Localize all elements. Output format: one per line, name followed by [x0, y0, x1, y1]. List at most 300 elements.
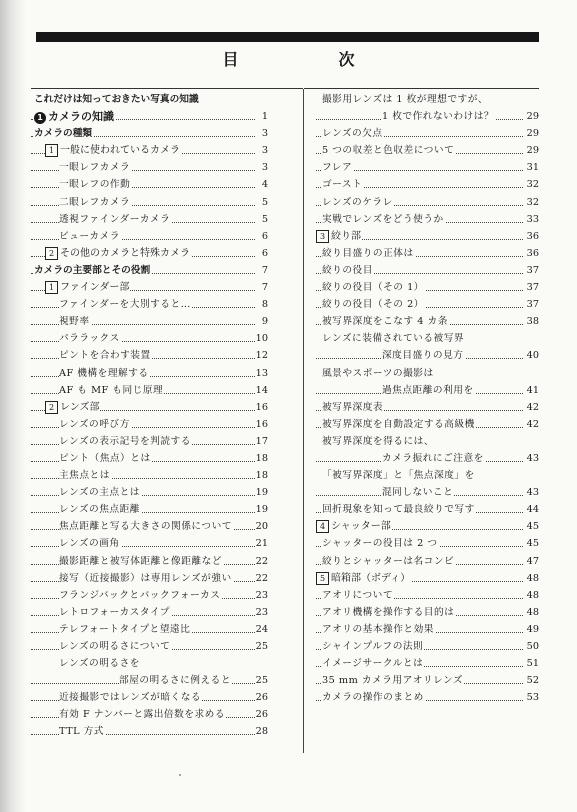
- toc-entry-title: [322, 535, 439, 552]
- chapter-number-badge: 1: [34, 112, 46, 124]
- toc-page-number: 16: [255, 401, 268, 413]
- toc-page-number: 20: [255, 521, 268, 533]
- toc-entry-text: 過焦点距離の利用を: [382, 384, 474, 396]
- toc-entry-title: [59, 211, 171, 228]
- toc-entry-text: ファインダー部: [60, 282, 130, 294]
- toc-entry-title: [322, 194, 394, 211]
- toc-page-number: 48: [526, 606, 539, 618]
- toc-page-number: 47: [526, 555, 539, 567]
- toc-entry-text: アオリについて: [322, 589, 394, 601]
- toc-entry: [316, 587, 539, 604]
- toc-entry: [31, 416, 271, 433]
- toc-entry-title: [59, 535, 121, 552]
- toc-entry-title: [322, 399, 384, 416]
- toc-page-number: 8: [261, 299, 268, 311]
- toc-entry: [316, 228, 539, 245]
- toc-entry: [31, 587, 271, 604]
- toc-entry-title: [59, 313, 91, 330]
- toc-page-number: 49: [526, 623, 539, 635]
- toc-page-number: 44: [526, 504, 539, 516]
- toc-entry: [31, 279, 271, 296]
- toc-page-number: 12: [255, 350, 268, 362]
- toc-entry-title: [59, 176, 131, 193]
- toc-entry-title: [59, 296, 192, 313]
- toc-entry-title: [322, 416, 476, 433]
- toc-entry: [316, 689, 539, 706]
- toc-entry-text: 一眼レフカメラ: [59, 162, 131, 174]
- toc-page-number: 19: [255, 487, 268, 499]
- toc-entry-text: 焦点距離と写る大きさの関係について: [59, 521, 232, 533]
- section-number-box: 4: [316, 520, 329, 533]
- toc-entry-text: 有効 F ナンバーと露出倍数を求める: [59, 709, 226, 721]
- toc-entry-title: [322, 91, 489, 108]
- toc-entry: [316, 655, 539, 672]
- toc-entry-text: 風景やスポーツの撮影は: [322, 367, 434, 379]
- toc-entry: [316, 159, 539, 176]
- toc-entry-title: [59, 433, 192, 450]
- page-title: 目 次: [222, 50, 397, 69]
- toc-entry-title: [59, 655, 141, 672]
- toc-entry-title: [59, 638, 171, 655]
- toc-entry-text: 被写界深度を自動設定する高級機: [322, 418, 475, 430]
- toc-entry-title: [59, 330, 121, 347]
- toc-entry-text: 「被写界深度」と「焦点深度」を: [322, 470, 475, 482]
- toc-entry-text: 被写界深度をこなす 4 カ条: [322, 316, 448, 328]
- toc-entry: [31, 689, 271, 706]
- toc-entry-text: シャインプルフの法則: [322, 641, 424, 652]
- toc-entry-text: 被写界深度を得るには、: [322, 435, 435, 447]
- toc-entry-text: シャッターの役目は 2 つ: [322, 538, 438, 550]
- toc-entry-title: [59, 228, 121, 245]
- toc-entry: [31, 484, 271, 501]
- toc-entry: [31, 723, 271, 740]
- toc-entry: [31, 125, 271, 142]
- toc-entry-title: [322, 655, 424, 672]
- toc-entry-title: [59, 450, 152, 467]
- toc-page-number: 32: [526, 179, 539, 191]
- toc-entry-title: [322, 604, 455, 621]
- toc-entry-title: [59, 604, 171, 621]
- toc-page-number: 29: [526, 145, 539, 157]
- toc-entry: [31, 501, 271, 518]
- toc-entry-text: レンズの欠点: [322, 128, 383, 140]
- toc-page-number: 4: [261, 179, 268, 191]
- toc-entry-text: シャッター部: [331, 521, 391, 533]
- toc-page-number: 25: [255, 675, 268, 687]
- toc-entry-title: [45, 279, 130, 296]
- toc-entry: [316, 313, 539, 330]
- toc-entry-title: [322, 467, 476, 484]
- toc-entry-title: [59, 706, 226, 723]
- toc-entry: [31, 296, 271, 313]
- toc-entry-title: [45, 399, 100, 416]
- toc-entry: [31, 553, 271, 570]
- toc-entry-text: 透視ファインダーカメラ: [59, 213, 171, 225]
- toc-entry-title: [322, 142, 455, 159]
- toc-entry-text: レンズに装備されている被写界: [322, 333, 465, 345]
- toc-entry-title: [322, 125, 384, 142]
- toc-page-number: 21: [255, 538, 268, 550]
- toc-page-number: 48: [526, 589, 539, 601]
- toc-entry-text: 1 枚で作れないわけは？: [382, 111, 495, 123]
- section-number-box: 2: [45, 247, 58, 260]
- toc-entry-title: [322, 689, 425, 706]
- toc-entry-text: 回折現象を知って最良絞りで写す: [322, 504, 475, 516]
- toc-entry-title: [382, 450, 485, 467]
- toc-entry-title: [322, 262, 374, 279]
- toc-entry-title: [59, 501, 141, 518]
- toc-entry-text: パララックス: [59, 333, 120, 345]
- toc-page-number: 52: [526, 675, 539, 687]
- toc-entry-text: 混同しないこと: [382, 487, 454, 499]
- toc-entry: [31, 433, 271, 450]
- toc-page-number: 3: [261, 128, 268, 140]
- toc-entry-text: 撮影距離と被写体距離と像距離など: [59, 555, 222, 567]
- paper-speck: [179, 774, 181, 776]
- toc-entry-title: [59, 621, 191, 638]
- toc-page-number: 24: [255, 623, 268, 635]
- toc-entry-title: [322, 211, 445, 228]
- toc-entry-title: [316, 570, 411, 587]
- toc-entry-title: [322, 672, 464, 689]
- toc-page-number: 51: [526, 658, 539, 670]
- toc-entry-title: [59, 365, 150, 382]
- toc-page-number: 16: [255, 418, 268, 430]
- toc-entry: [31, 313, 271, 330]
- toc-page-number: 22: [255, 555, 268, 567]
- toc-entry-title: [322, 176, 363, 193]
- toc-entry-text: レンズの呼び方: [59, 418, 130, 430]
- toc-entry-text: その他のカメラと特殊カメラ: [60, 247, 190, 259]
- toc-page-number: 48: [526, 572, 539, 584]
- toc-entry-title: [59, 518, 233, 535]
- section-number-box: 5: [316, 572, 329, 585]
- toc-entry-title: [59, 723, 105, 740]
- toc-entry-title: [322, 638, 424, 655]
- toc-entry-text: レンズの明るさを: [59, 658, 140, 670]
- toc-page-number: 6: [261, 230, 268, 242]
- toc-entry: [316, 279, 539, 296]
- toc-entry: [316, 399, 539, 416]
- toc-page-number: 43: [526, 452, 539, 464]
- toc-entry-title: [34, 108, 115, 125]
- toc-page-number: 1: [261, 111, 268, 123]
- toc-entry: [316, 621, 539, 638]
- toc-entry-text: カメラの操作のまとめ: [322, 692, 424, 704]
- toc-entry-text: 絞りの役目（その 1）: [322, 282, 424, 294]
- toc-entry-text: AF 機構を理解する: [59, 367, 149, 379]
- toc-entry-text: 暗箱部（ボディ）: [331, 572, 411, 584]
- toc-entry-text: レンズの明るさについて: [59, 641, 171, 652]
- toc-entry-title: [45, 142, 181, 159]
- toc-entry: [316, 125, 539, 142]
- toc-entry-text: 実戦でレンズをどう使うか: [322, 213, 444, 225]
- toc-entry-text: AF も MF も同じ原理: [59, 384, 164, 396]
- toc-page-number: 36: [526, 230, 539, 242]
- toc-page-number: 17: [255, 435, 268, 447]
- toc-page-number: 13: [255, 367, 268, 379]
- toc-entry: [316, 262, 539, 279]
- column-divider: [303, 89, 304, 753]
- toc-page-number: 23: [255, 606, 268, 618]
- toc-entry-text: 近接撮影ではレンズが暗くなる: [59, 692, 202, 704]
- toc-entry-text: レンズ部: [60, 401, 100, 413]
- toc-entry: [316, 535, 539, 552]
- toc-entry-title: [316, 518, 392, 535]
- toc-page-number: 25: [255, 641, 268, 652]
- toc-entry: [316, 330, 539, 347]
- toc-entry-title: [322, 279, 425, 296]
- toc-entry: [31, 365, 271, 382]
- toc-entry-text: フランジバックとバックフォーカス: [59, 589, 221, 601]
- toc-entry-text: カメラの主要部とその役割: [34, 264, 151, 276]
- toc-entry-text: 一般に使われているカメラ: [60, 145, 180, 157]
- toc-entry-title: [34, 262, 151, 279]
- toc-entry-text: レンズの表示記号を判読する: [59, 435, 191, 447]
- toc-page-number: 37: [526, 264, 539, 276]
- toc-entry-text: 絞りとシャッターは名コンビ: [322, 555, 455, 567]
- toc-entry-text: アオリの基本操作と効果: [322, 623, 434, 635]
- toc-page-number: 36: [526, 247, 539, 259]
- toc-entry-text: ピントを合わす装置: [59, 350, 151, 362]
- toc-page-number: 45: [526, 521, 539, 533]
- toc-entry-text: レンズの画角: [59, 538, 120, 550]
- toc-entry-text: 絞りの役目（その 2）: [322, 299, 424, 311]
- toc-entry-text: 絞り部: [331, 230, 361, 242]
- toc-entry: [316, 142, 539, 159]
- toc-entry-text: 被写界深度表: [322, 401, 384, 413]
- toc-entry-title: [322, 330, 465, 347]
- toc-entry: [316, 245, 539, 262]
- toc-page-number: 26: [255, 709, 268, 721]
- toc-entry: [31, 706, 271, 723]
- toc-entry-title: [59, 689, 202, 706]
- toc-entry-title: [322, 365, 435, 382]
- toc-entry-title: [59, 347, 152, 364]
- toc-entry-title: [34, 125, 93, 142]
- toc-page-number: 5: [261, 196, 268, 208]
- toc-entry: [31, 672, 271, 689]
- toc-entry: [31, 194, 271, 211]
- toc-entry: [31, 347, 271, 364]
- toc-page-number: 33: [526, 213, 539, 225]
- toc-page-number: 37: [526, 299, 539, 311]
- toc-entry-text: カメラ振れにご注意を: [382, 452, 484, 464]
- toc-entry-title: [119, 672, 232, 689]
- toc-page-number: 14: [255, 384, 268, 396]
- toc-entry: [31, 330, 271, 347]
- toc-entry: [316, 433, 539, 450]
- toc-entry: [316, 416, 539, 433]
- toc-entry-title: [59, 587, 221, 604]
- toc-entry-text: ビューカメラ: [59, 230, 120, 242]
- toc-entry-title: [322, 587, 394, 604]
- binding-shadow: [0, 0, 26, 812]
- toc-entry-text: レトロフォーカスタイプ: [59, 606, 170, 618]
- toc-entry-title: [59, 553, 223, 570]
- toc-entry-text: 絞りの役目: [322, 264, 373, 276]
- toc-page-number: 5: [261, 213, 268, 225]
- toc-entry: [31, 228, 271, 245]
- toc-entry-title: [382, 382, 475, 399]
- toc-entry-title: [382, 484, 454, 501]
- header-bar: [36, 32, 539, 42]
- toc-entry: [31, 450, 271, 467]
- toc-entry-title: [322, 296, 425, 313]
- toc-entry-title: [45, 245, 191, 262]
- toc-entry-text: 35 mm カメラ用アオリレンズ: [322, 675, 464, 687]
- toc-entry-title: [322, 621, 435, 638]
- toc-page-number: 23: [255, 589, 268, 601]
- toc-entry: [316, 604, 539, 621]
- toc-page-number: 40: [526, 350, 539, 362]
- toc-entry-title: [34, 91, 200, 108]
- toc-entry-text: ピント（焦点）とは: [59, 452, 151, 464]
- toc-entry: [31, 382, 271, 399]
- toc-page-number: 29: [526, 128, 539, 140]
- toc-page-number: 43: [526, 487, 539, 499]
- toc-entry-text: テレフォートタイプと望遠比: [59, 623, 191, 635]
- toc-entry: [31, 604, 271, 621]
- toc-entry-title: [322, 159, 353, 176]
- toc-entry-text: これだけは知っておきたい写真の知識: [34, 94, 199, 105]
- toc-page-number: 26: [255, 692, 268, 704]
- toc-entry-title: [322, 245, 415, 262]
- toc-page-number: 18: [255, 470, 268, 482]
- toc-entry-text: 一眼レフの作動: [59, 179, 131, 191]
- toc-entry: [316, 553, 539, 570]
- toc-entry: [316, 501, 539, 518]
- toc-page-number: 32: [526, 196, 539, 208]
- toc-entry-title: [59, 382, 164, 399]
- toc-entry: [31, 91, 271, 108]
- toc-page-number: 7: [261, 264, 268, 276]
- toc-entry: [31, 638, 271, 655]
- toc-entry-title: [382, 347, 465, 364]
- toc-entry-text: 絞り目盛りの正体は: [322, 247, 414, 259]
- toc-entry: [316, 91, 539, 108]
- title-rule-left: [31, 88, 303, 89]
- toc-right-column: [316, 91, 539, 706]
- toc-entry-title: [59, 484, 141, 501]
- toc-entry-title: [382, 108, 495, 125]
- toc-entry: [316, 450, 539, 467]
- toc-entry-title: [322, 313, 449, 330]
- toc-page-number: 42: [526, 418, 539, 430]
- toc-entry-title: [59, 416, 131, 433]
- toc-entry-text: レンズの主点とは: [59, 487, 140, 499]
- toc-entry: [316, 467, 539, 484]
- toc-entry: [316, 518, 539, 535]
- section-number-box: 3: [316, 230, 329, 243]
- toc-entry: [31, 176, 271, 193]
- toc-entry-text: 部屋の明るさに例えると: [119, 675, 232, 687]
- toc-entry: [316, 570, 539, 587]
- toc-page-number: 28: [255, 726, 268, 738]
- toc-page-number: 53: [526, 692, 539, 704]
- toc-entry-text: フレア: [322, 162, 353, 174]
- toc-entry-title: [59, 570, 233, 587]
- toc-page-number: 31: [526, 162, 539, 174]
- toc-left-column: [31, 91, 271, 741]
- toc-entry: [316, 194, 539, 211]
- toc-entry-text: カメラの知識: [48, 110, 114, 124]
- toc-page-number: 10: [255, 333, 268, 345]
- toc-entry-text: ファインダーを大別すると…: [59, 299, 191, 311]
- toc-entry: [316, 638, 539, 655]
- toc-page-number: 18: [255, 452, 268, 464]
- toc-entry: [316, 484, 539, 501]
- title-rule-right: [304, 88, 539, 89]
- toc-page-number: 6: [261, 247, 268, 259]
- toc-entry-text: ゴースト: [322, 179, 363, 191]
- toc-entry: [316, 211, 539, 228]
- toc-page-number: 3: [261, 145, 268, 157]
- toc-entry: [31, 535, 271, 552]
- toc-entry: [316, 382, 539, 399]
- toc-entry: [31, 518, 271, 535]
- toc-page-number: 45: [526, 538, 539, 550]
- toc-entry: [31, 108, 271, 125]
- section-number-box: 2: [45, 401, 58, 414]
- toc-entry: [316, 672, 539, 689]
- toc-entry-title: [316, 228, 362, 245]
- toc-page-number: 42: [526, 401, 539, 413]
- toc-entry-text: カメラの種類: [34, 128, 93, 140]
- toc-entry: [316, 365, 539, 382]
- toc-entry: [31, 621, 271, 638]
- toc-page-number: 29: [526, 111, 539, 123]
- toc-entry-text: 主焦点とは: [59, 470, 110, 482]
- toc-entry-text: 二眼レフカメラ: [59, 196, 131, 208]
- toc-entry-title: [59, 159, 131, 176]
- toc-page-number: 9: [261, 316, 268, 328]
- toc-entry: [31, 142, 271, 159]
- toc-page-number: 41: [526, 384, 539, 396]
- toc-entry: [31, 570, 271, 587]
- toc-entry: [31, 159, 271, 176]
- toc-entry-text: 視野率: [59, 316, 90, 328]
- toc-entry-text: 深度目盛りの見方: [382, 350, 464, 362]
- toc-entry-title: [59, 467, 111, 484]
- toc-entry: [31, 262, 271, 279]
- toc-page-number: 50: [526, 641, 539, 652]
- section-number-box: 1: [45, 144, 58, 157]
- toc-entry: [31, 211, 271, 228]
- toc-entry: [31, 655, 271, 672]
- toc-entry-text: 5 つの収差と色収差について: [322, 145, 455, 157]
- toc-entry-text: 撮影用レンズは 1 枚が理想ですが、: [322, 94, 489, 105]
- toc-entry-text: 接写（近接撮影）は専用レンズが強い: [59, 572, 232, 584]
- toc-page-number: 37: [526, 282, 539, 294]
- toc-page-number: 3: [261, 162, 268, 174]
- toc-entry-title: [322, 433, 435, 450]
- toc-entry: [31, 399, 271, 416]
- toc-entry-text: アオリ機構を操作する目的は: [322, 606, 455, 618]
- toc-entry-title: [322, 501, 476, 518]
- toc-entry-text: イメージサークルとは: [322, 658, 424, 670]
- section-number-box: 1: [45, 281, 58, 294]
- toc-page-number: 7: [261, 282, 268, 294]
- toc-entry: [31, 245, 271, 262]
- toc-entry: [316, 347, 539, 364]
- toc-entry-text: TTL 方式: [59, 726, 104, 738]
- toc-entry-text: レンズの焦点距離: [59, 504, 140, 516]
- toc-entry: [316, 108, 539, 125]
- toc-entry: [316, 176, 539, 193]
- toc-page-number: 22: [255, 572, 268, 584]
- toc-entry: [31, 467, 271, 484]
